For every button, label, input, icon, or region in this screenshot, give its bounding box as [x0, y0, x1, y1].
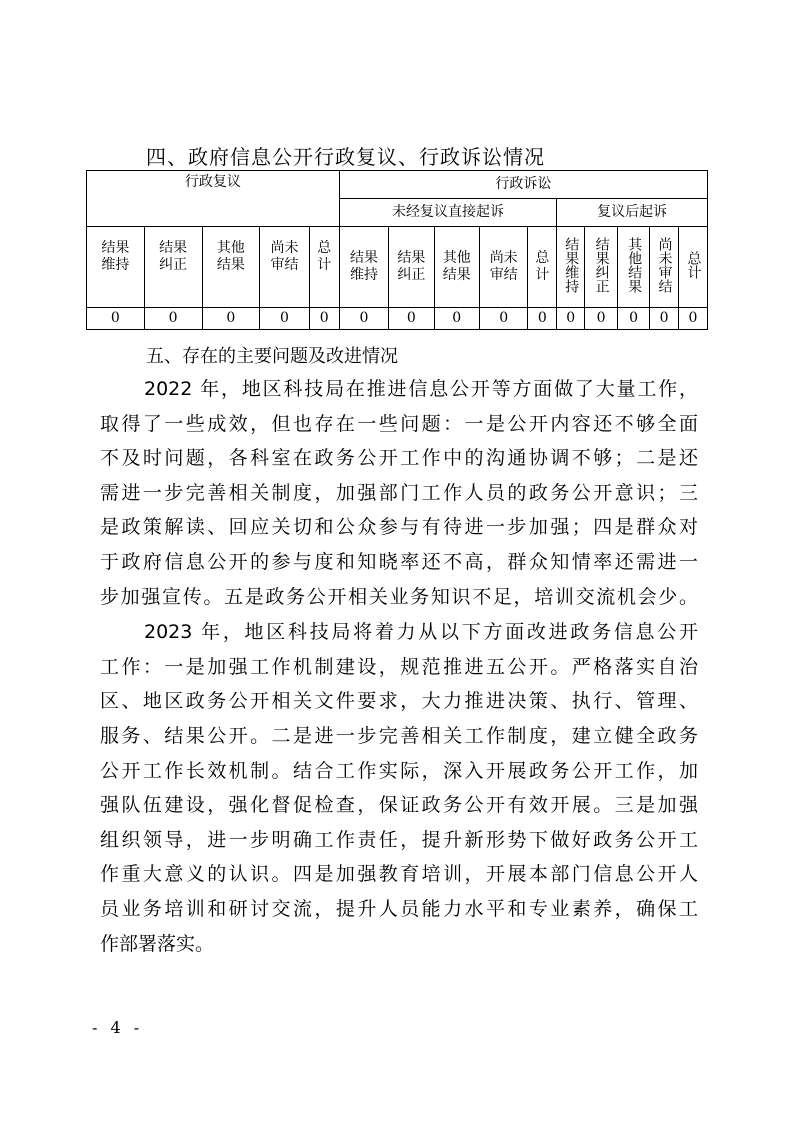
text-line: 取得了一些成效，但也存在一些问题：一是公开内容还不够全面 [100, 412, 698, 435]
col-after-maintained: 结果维持 [563, 236, 580, 293]
col-review-other: 其他结果 [216, 240, 245, 273]
text-line: 员业务培训和研讨交流，提升人员能力水平和专业素养，确保工 [100, 897, 698, 920]
review-litigation-table [86, 170, 708, 330]
section-4-title: 四、政府信息公开行政复议、行政诉讼情况 [146, 145, 545, 169]
text-line: 于政府信息公开的参与度和知晓率还不高，群众知情率还需进一 [100, 550, 698, 573]
header-admin-review: 行政复议 [87, 171, 340, 227]
value-cell: 0 [389, 308, 434, 330]
col-after-other: 其他结果 [626, 236, 643, 293]
header-admin-litigation: 行政诉讼 [339, 171, 707, 199]
text-line: 组织领导，进一步明确工作责任，提升新形势下做好政务公开工 [100, 828, 698, 851]
value-cell: 0 [650, 308, 679, 330]
col-after-corrected: 结果纠正 [593, 236, 610, 293]
section-5-title: 五、存在的主要问题及改进情况 [146, 346, 398, 367]
col-direct-other: 其他结果 [442, 250, 471, 283]
col-direct-corrected: 结果纠正 [397, 250, 426, 283]
text-line: 作部署落实。 [100, 932, 215, 955]
col-review-pending: 尚未审结 [270, 240, 299, 273]
value-cell: 0 [309, 308, 339, 330]
value-cell: 0 [557, 308, 585, 330]
col-review-corrected: 结果纠正 [159, 240, 188, 273]
value-cell: 0 [144, 308, 202, 330]
header-direct-suit: 未经复议直接起诉 [339, 199, 557, 227]
col-review-total: 总计 [317, 240, 332, 273]
text-line: 工作：一是加强工作机制建设，规范推进五公开。严格落实自治 [100, 655, 698, 678]
text-line: 2022 年，地区科技局在推进信息公开等方面做了大量工作， [144, 378, 698, 400]
paragraph-2 [100, 615, 698, 961]
text-line: 是政策解读、回应关切和公众参与有待进一步加强；四是群众对 [100, 516, 698, 539]
text-line: 强队伍建设，强化督促检查，保证政务公开有效开展。三是加强 [100, 794, 698, 817]
header-after-review: 复议后起诉 [557, 199, 708, 227]
text-line: 2023 年，地区科技局将着力从以下方面改进政务信息公开 [144, 621, 698, 644]
value-cell: 0 [87, 308, 145, 330]
value-cell: 0 [618, 308, 650, 330]
value-cell: 0 [434, 308, 479, 330]
text-line: 区、地区政务公开相关文件要求，大力推进决策、执行、管理、 [100, 690, 698, 713]
text-line: 作重大意义的认识。四是加强教育培训，开展本部门信息公开人 [100, 863, 698, 886]
col-direct-total: 总计 [535, 250, 550, 283]
value-cell: 0 [479, 308, 527, 330]
value-cell: 0 [260, 308, 310, 330]
value-cell: 0 [585, 308, 618, 330]
value-cell: 0 [202, 308, 260, 330]
text-line: 不及时问题，各科室在政务公开工作中的沟通协调不够；二是还 [100, 447, 698, 470]
text-line: 需进一步完善相关制度，加强部门工作人员的政务公开意识；三 [100, 481, 698, 504]
col-review-maintained: 结果维持 [101, 240, 130, 273]
body-text [100, 372, 698, 961]
col-after-total: 总计 [685, 250, 702, 279]
value-cell: 0 [339, 308, 389, 330]
page-number: - 4 - [92, 1018, 144, 1037]
text-line: 服务、结果公开。二是进一步完善相关工作制度，建立健全政务 [100, 724, 698, 747]
text-line: 公开工作长效机制。结合工作实际，深入开展政务公开工作，加 [100, 759, 698, 782]
paragraph-1 [100, 372, 698, 614]
text-line: 步加强宣传。五是政务公开相关业务知识不足，培训交流机会少。 [100, 585, 698, 608]
value-cell: 0 [528, 308, 557, 330]
col-direct-pending: 尚未审结 [489, 250, 518, 283]
value-cell: 0 [678, 308, 707, 330]
col-direct-maintained: 结果维持 [349, 250, 378, 283]
col-after-pending: 尚未审结 [656, 236, 673, 293]
